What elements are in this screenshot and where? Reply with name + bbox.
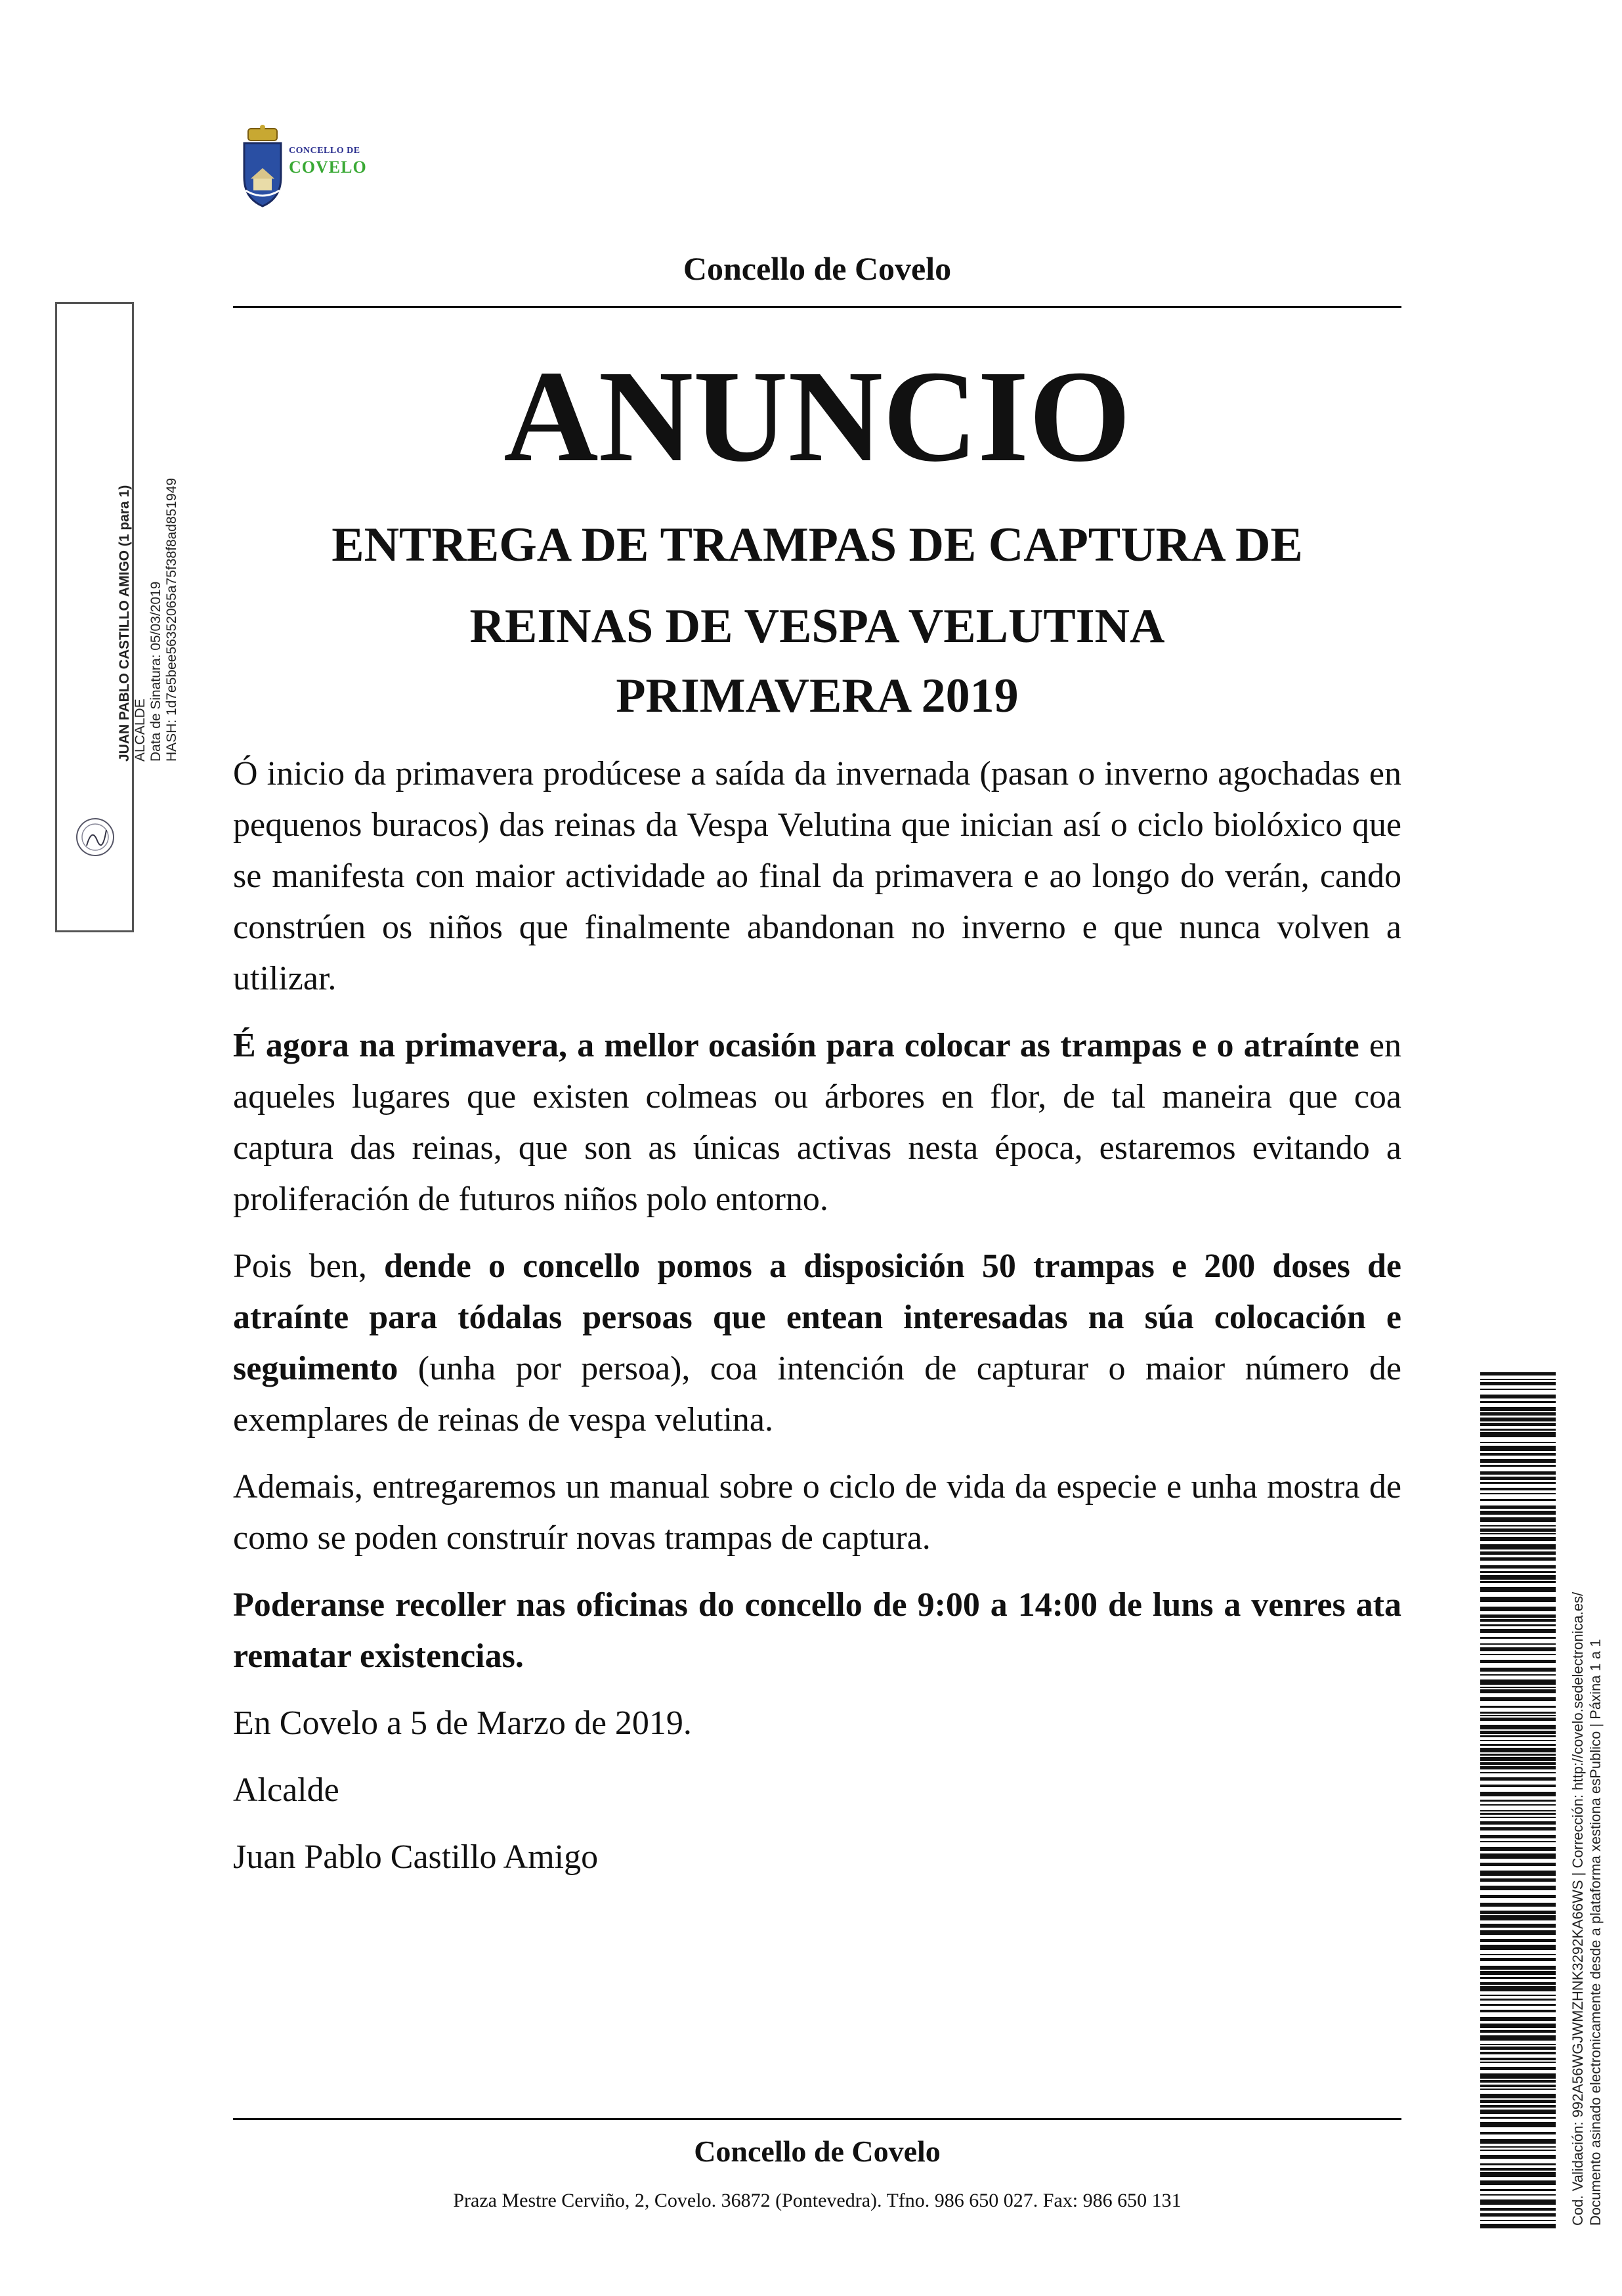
signature-role: ALCALDE — [133, 699, 148, 762]
logo-name: COVELO — [289, 158, 367, 177]
document-date: En Covelo a 5 de Marzo de 2019. — [233, 1704, 692, 1742]
paragraph-manual: Ademais, entregaremos un manual sobre o ciclo de vida da especie e unha mostra de como se poden construír novas trampas de captura. — [233, 1468, 1401, 1557]
paragraph-intro: Ó inicio da primavera prodúcese a saída da invernada (pasan o inverno agochadas en pequenos buracos) das reinas da Vespa Velutina que inician así o ciclo biolóxico que se manifesta con maior actividade ao final da primavera e ao longo do verán, cando constrúen os niños que finalmente abandonan no inverno e que nunca volven a utilizar. — [233, 755, 1401, 997]
coat-of-arms-icon — [236, 125, 289, 210]
logo-subtitle: CONCELLO DE — [289, 146, 360, 156]
paragraph-pickup-emphasis: Poderanse recoller nas oficinas do concello de 9:00 a 14:00 de luns a venres ata rematar existencias. — [233, 1586, 1401, 1675]
season-label: PRIMAVERA 2019 — [616, 669, 1019, 723]
footer-title: Concello de Covelo — [694, 2134, 941, 2168]
signature-signer: JUAN PABLO CASTILLO AMIGO (1 para 1) — [117, 485, 132, 762]
document-subtitle — [233, 504, 1401, 667]
signatory-role: Alcalde — [233, 1771, 339, 1809]
paragraph-offer — [233, 1241, 1401, 1446]
document-body — [233, 748, 1401, 1899]
header-title: Concello de Covelo — [683, 250, 952, 287]
validation-text — [1569, 1592, 1604, 2226]
validation-code: Cod. Validación: 992A56WGJWMZHNK3292KA66WS | Corrección: http://covelo.sedelectronica.es/ — [1569, 1592, 1586, 2226]
signature-seal-icon — [72, 814, 118, 860]
paragraph-timing — [233, 1020, 1401, 1225]
header-divider — [233, 306, 1401, 308]
paragraph-pickup — [233, 1580, 1401, 1682]
paragraph-offer-start: Pois ben, — [233, 1247, 384, 1285]
validation-note: Documento asinado electronicamente desde a plataforma xestiona esPublico | Páxina 1 a 1 — [1587, 1639, 1604, 2226]
signatory-name: Juan Pablo Castillo Amigo — [233, 1838, 599, 1876]
signature-date: Data de Sinatura: 05/03/2019 — [148, 581, 163, 762]
municipality-logo — [230, 125, 387, 217]
footer-address: Praza Mestre Cerviño, 2, Covelo. 36872 (Pontevedra). Tfno. 986 650 027. Fax: 986 650 131 — [453, 2190, 1182, 2211]
footer-divider — [233, 2118, 1401, 2120]
document-heading: ANUNCIO — [503, 344, 1131, 489]
barcode-icon — [1480, 1372, 1556, 2232]
paragraph-timing-text: en aqueles lugares que existen colmeas ou árbores en flor, de tal maneira que coa captura das reinas, que son as únicas activas nesta época, estaremos evitando a proliferación de futuros niños polo entorno. — [233, 1027, 1401, 1218]
subtitle-line-1: ENTREGA DE TRAMPAS DE CAPTURA DE — [331, 518, 1303, 572]
paragraph-offer-emphasis: dende o concello pomos a disposición 50 trampas e 200 doses de atraínte para tódalas persoas que entean interesadas na súa colocación e seguimento — [233, 1247, 1401, 1387]
subtitle-line-2: REINAS DE VESPA VELUTINA — [469, 599, 1165, 653]
signature-hash: HASH: 1d7e5bee56352065a75f38f8ad851949 — [164, 477, 179, 762]
paragraph-timing-emphasis: É agora na primavera, a mellor ocasión para colocar as trampas e o atraínte — [233, 1027, 1359, 1064]
paragraph-offer-text: (unha por persoa), coa intención de capturar o maior número de exemplares de reinas de vespa velutina. — [233, 1350, 1401, 1439]
digital-signature-text — [117, 478, 180, 762]
